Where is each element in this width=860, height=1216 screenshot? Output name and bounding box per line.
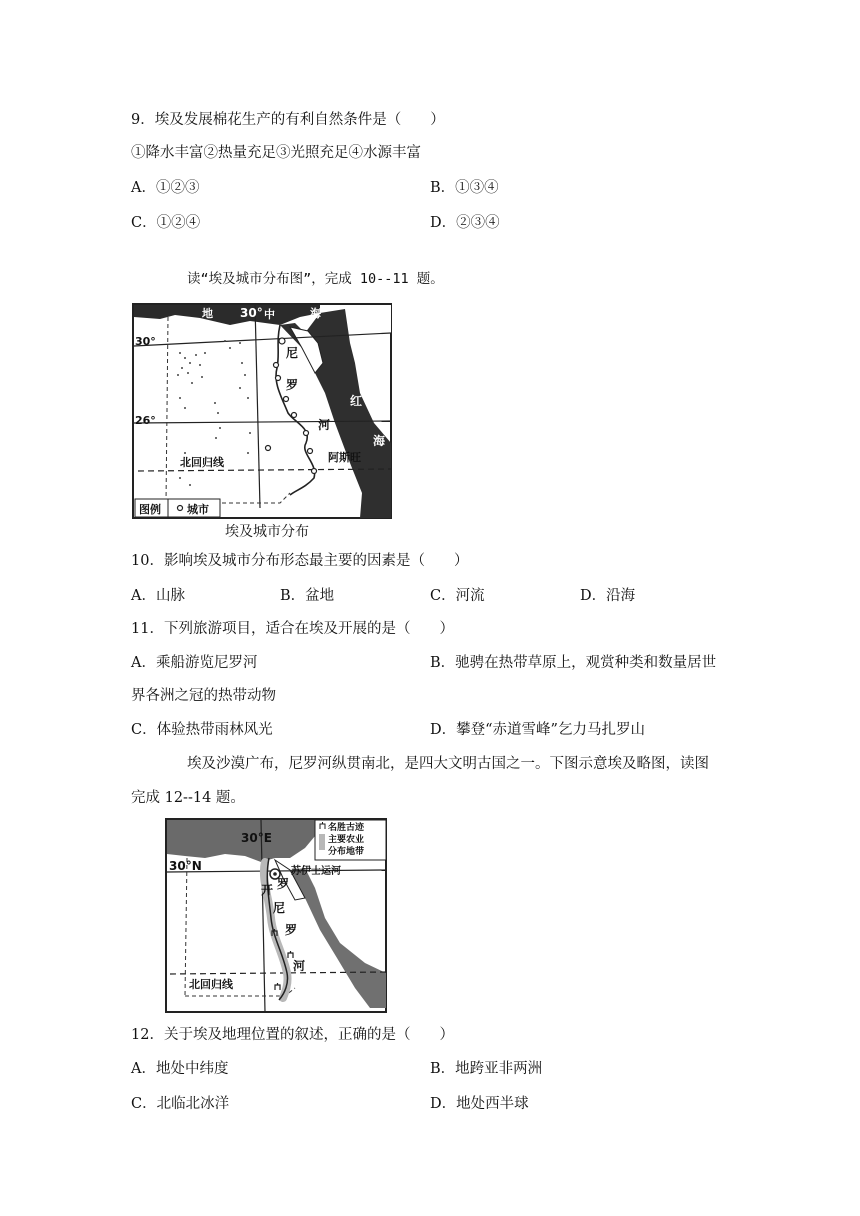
q11-option-c: C．体验热带雨林风光 <box>131 722 273 738</box>
tropic-label: 北回归线 <box>180 456 224 469</box>
cairo-label: 开 <box>261 883 274 897</box>
q12-stem: 12．关于埃及地理位置的叙述，正确的是（ ） <box>131 1027 454 1043</box>
q9-conditions: ①降水丰富②热量充足③光照充足④水源丰富 <box>131 145 421 161</box>
legend-city: 城市 <box>187 503 209 516</box>
q11-option-a: A．乘船游览尼罗河 <box>131 655 258 671</box>
lon-label: 30° <box>240 306 263 320</box>
intro-12-14-line2: 完成 12--14 题。 <box>131 790 245 806</box>
red-sea-label-2: 海 <box>373 434 386 448</box>
q11-option-b-cont: 界各洲之冠的热带动物 <box>131 688 276 704</box>
red-sea-label-1: 红 <box>350 394 363 408</box>
lat-label-30n: 30°N <box>169 859 202 873</box>
q12-option-d: D．地处西半球 <box>430 1096 529 1112</box>
sea-label-zhong: 中 <box>264 308 275 321</box>
nile2-label-2: 尼 <box>273 901 286 915</box>
nile-label-3: 河 <box>318 418 331 432</box>
q9-option-b: B．①③④ <box>430 180 499 196</box>
sea-label-di: 地 <box>202 307 213 320</box>
q10-stem: 10．影响埃及城市分布形态最主要的因素是（ ） <box>131 553 469 569</box>
lat-label-26: 26° <box>135 414 156 427</box>
sea-label-hai: 海 <box>310 307 321 320</box>
q10-option-a: A．山脉 <box>131 588 185 604</box>
city-label-aswan: 阿斯旺 <box>328 451 361 464</box>
map1-caption: 埃及城市分布 <box>225 524 309 540</box>
legend-site: 名胜古迹 <box>328 823 365 833</box>
intro-10-11: 读“埃及城市分布图”，完成 10--11 题。 <box>187 271 444 287</box>
q9-stem: 9．埃及发展棉花生产的有利自然条件是（ ） <box>131 112 445 128</box>
nile2-label-4: 河 <box>293 959 306 973</box>
q10-option-d: D．沿海 <box>580 588 636 604</box>
nile-label-1: 尼 <box>286 346 299 360</box>
legend-agri-2: 分布地带 <box>328 847 365 857</box>
lon-label-30e: 30°E <box>241 831 272 845</box>
q11-stem: 11．下列旅游项目，适合在埃及开展的是（ ） <box>131 621 454 637</box>
q11-option-b: B．驰骋在热带草原上，观赏种类和数量居世 <box>430 655 717 671</box>
q10-option-b: B．盆地 <box>280 588 335 604</box>
q10-option-c: C．河流 <box>430 588 485 604</box>
legend-agri-symbol <box>319 834 325 850</box>
q12-option-c: C．北临北冰洋 <box>131 1096 230 1112</box>
egypt-city-map <box>130 303 395 543</box>
tropic-label-2: 北回归线 <box>189 978 233 991</box>
canal-label: 苏伊士运河 <box>291 866 341 877</box>
legend-city-symbol <box>178 506 183 511</box>
q9-option-d: D．②③④ <box>430 215 500 231</box>
q9-option-c: C．①②④ <box>131 215 201 231</box>
lat-label-30: 30° <box>135 335 156 348</box>
intro-12-14-line1: 埃及沙漠广布，尼罗河纵贯南北，是四大文明古国之一。下图示意埃及略图，读图 <box>187 756 709 772</box>
legend-agri-1: 主要农业 <box>328 835 365 845</box>
nile-label-2: 罗 <box>286 378 299 392</box>
q12-option-b: B．地跨亚非两洲 <box>430 1061 543 1077</box>
q11-option-d: D．攀登“赤道雪峰”乞力马扎罗山 <box>430 722 645 738</box>
q12-option-a: A．地处中纬度 <box>131 1061 229 1077</box>
nile2-label-1: 罗 <box>277 877 290 891</box>
q9-option-a: A．①②③ <box>131 180 200 196</box>
egypt-sketch-map <box>165 818 387 1014</box>
nile2-label-3: 罗 <box>285 923 298 937</box>
legend-title: 图例 <box>139 503 161 516</box>
